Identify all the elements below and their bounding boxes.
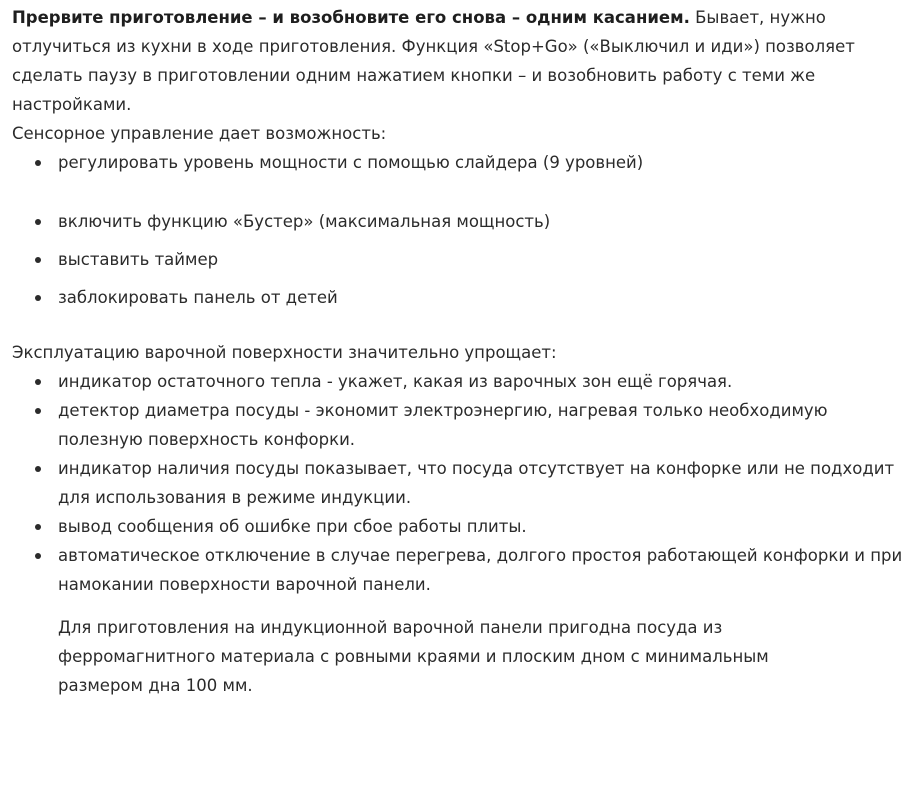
list-item xyxy=(12,454,912,512)
list-item-text: заблокировать панель от детей xyxy=(58,288,338,307)
controls-list xyxy=(12,148,912,312)
list-item-text: автоматическое отключение в случае перегрева, долгого простоя работающей конфорки и при намокании поверхности варочной панели. xyxy=(58,546,903,594)
list-item-text: регулировать уровень мощности с помощью слайдера (9 уровней) xyxy=(58,153,644,172)
list-item xyxy=(12,283,912,312)
list-item xyxy=(12,245,912,274)
intro-bold-heading: Прервите приготовление – и возобновите его снова – одним касанием. xyxy=(12,8,690,27)
list-item-text: вывод сообщения об ошибке при сбое работы плиты. xyxy=(58,517,527,536)
bullet-icon xyxy=(35,257,41,263)
bullet-icon xyxy=(35,219,41,225)
features-list xyxy=(12,367,912,599)
list-item-text: детектор диаметра посуды - экономит электроэнергию, нагревая только необходимую полезную поверхность конфорки. xyxy=(58,401,828,449)
list-item xyxy=(12,541,912,599)
features-lead: Эксплуатацию варочной поверхности значительно упрощает: xyxy=(12,343,557,362)
product-description xyxy=(12,3,912,700)
controls-lead: Сенсорное управление дает возможность: xyxy=(12,124,387,143)
list-item-text: индикатор наличия посуды показывает, что посуда отсутствует на конфорке или не подходит для использования в режиме индукции. xyxy=(58,459,895,507)
list-item-text: включить функцию «Бустер» (максимальная мощность) xyxy=(58,212,551,231)
bullet-icon xyxy=(35,524,41,530)
bullet-icon xyxy=(35,408,41,414)
bullet-icon xyxy=(35,466,41,472)
bullet-icon xyxy=(35,553,41,559)
list-item xyxy=(12,207,912,236)
bullet-icon xyxy=(35,295,41,301)
intro-text: Бывает, нужно отлучиться из кухни в ходе приготовления. Функция «Stop+Go» («Выключил и иди») позволяет сделать паузу в приготовлении одним нажатием кнопки – и возобновить работу с теми же настройками. xyxy=(12,8,855,114)
list-item xyxy=(12,512,912,541)
list-item xyxy=(12,148,912,177)
bullet-icon xyxy=(35,160,41,166)
list-item-text: выставить таймер xyxy=(58,250,219,269)
intro-paragraph xyxy=(12,3,912,119)
list-item xyxy=(12,367,912,396)
bullet-icon xyxy=(35,379,41,385)
cookware-note: Для приготовления на индукционной варочной панели пригодна посуда из ферромагнитного материала с ровными краями и плоским дном с минимальным размером дна 100 мм. xyxy=(58,618,769,695)
list-item-text: индикатор остаточного тепла - укажет, какая из варочных зон ещё горячая. xyxy=(58,372,733,391)
list-item xyxy=(12,396,912,454)
